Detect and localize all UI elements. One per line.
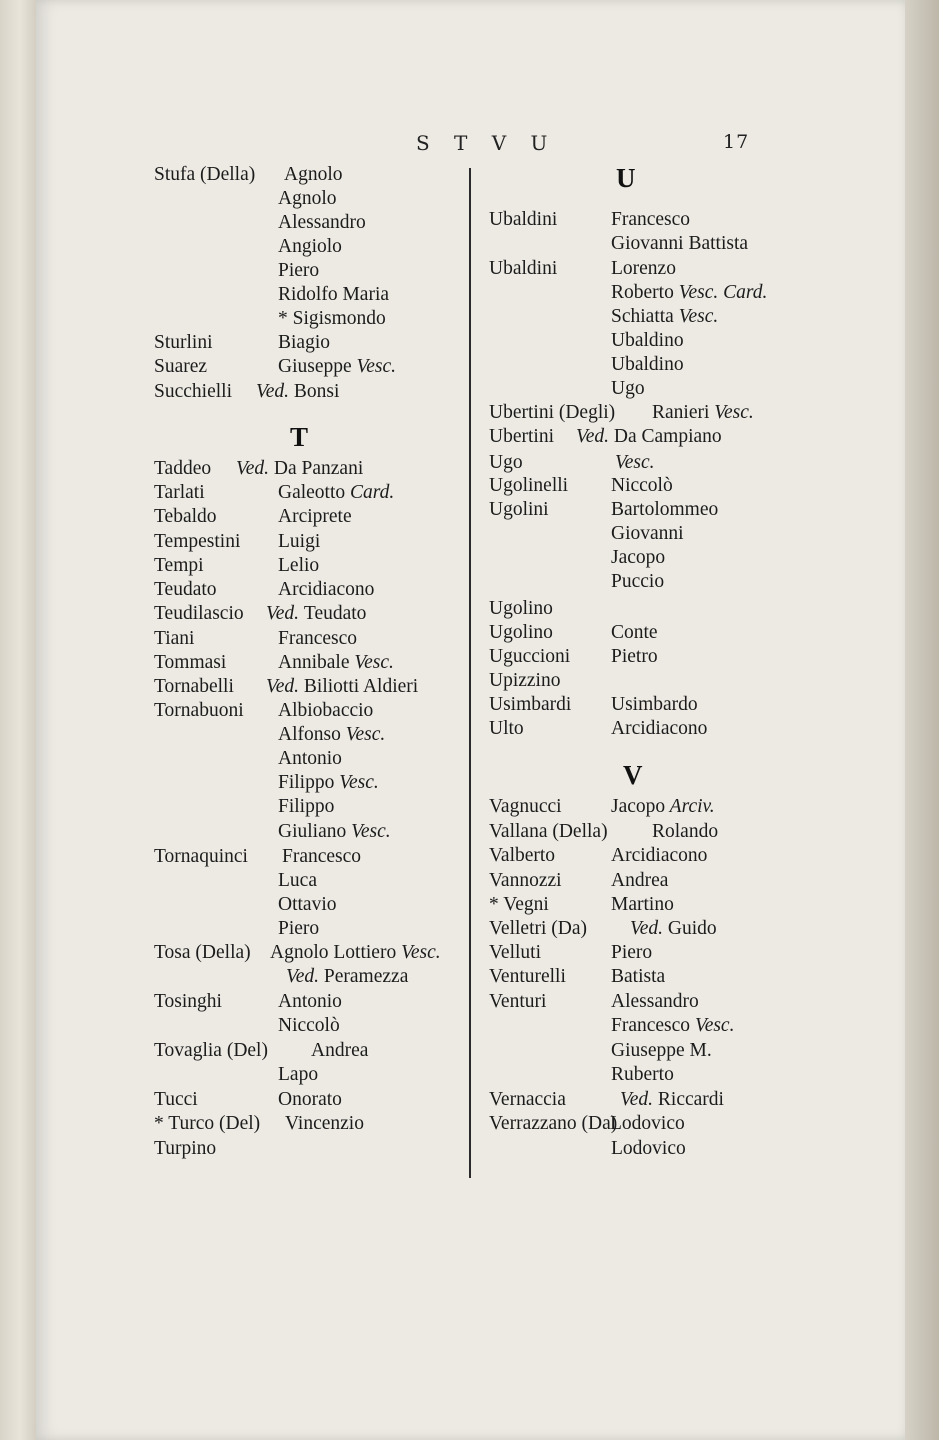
right-name-cell: [652, 401, 754, 425]
right-surname: Ugolino: [489, 622, 553, 643]
left-surname: Tovaglia (Del): [154, 1040, 268, 1061]
left-name-cell: [278, 869, 317, 893]
left-surname: Succhielli: [154, 381, 232, 402]
right-given-name: Ugo: [611, 378, 645, 399]
right-given-name: Lodovico: [610, 1113, 685, 1134]
right-name-cell: [611, 893, 674, 917]
left-surname: Teudato: [154, 579, 217, 600]
right-surname: Ugolino: [489, 598, 553, 619]
left-given-name: Antonio: [278, 748, 342, 769]
right-surname: Vagnucci: [489, 796, 562, 817]
left-surname: * Turco (Del): [154, 1113, 261, 1134]
section-heading-t: T: [290, 422, 309, 452]
left-name-cell: [278, 1063, 318, 1087]
right-title: Arciv.: [665, 796, 715, 817]
left-surname: Tebaldo: [154, 506, 217, 527]
left-name-cell: [278, 307, 386, 331]
right-surname: Venturelli: [489, 966, 566, 987]
right-name-cell: [611, 717, 707, 741]
left-given-name: Luca: [278, 870, 317, 891]
section-heading-u: U: [616, 163, 636, 193]
left-name-cell: [278, 627, 357, 651]
right-given-name: Giuseppe M.: [611, 1040, 712, 1061]
right-name-cell: [611, 305, 718, 329]
left-given-name: Arciprete: [278, 506, 352, 527]
right-given-name: Ranieri: [652, 402, 710, 423]
right-surname: Usimbardi: [489, 694, 572, 715]
right-name-cell: [611, 208, 690, 232]
left-given-name: Agnolo: [284, 164, 343, 185]
left-name-cell: [278, 1088, 342, 1112]
left-given-name: Da Panzani: [273, 458, 364, 479]
right-surname: Vallana (Della): [489, 821, 608, 842]
right-given-name: Giovanni: [611, 523, 684, 544]
right-name-cell: [611, 353, 684, 377]
left-name-cell: [278, 578, 374, 602]
right-given-name: Ubaldino: [611, 354, 684, 375]
right-designation: Ved.: [576, 426, 614, 447]
left-name-cell: [278, 235, 342, 259]
left-given-name: Lelio: [278, 555, 320, 576]
right-given-name: Rolando: [652, 821, 719, 842]
right-surname: Venturi: [489, 991, 547, 1012]
left-name-cell: [285, 1112, 364, 1136]
right-surname: Ulto: [489, 718, 524, 739]
left-name-cell: [270, 941, 441, 965]
right-surname: Verrazzano (Da): [489, 1113, 618, 1134]
left-surname: Sturlini: [154, 332, 213, 353]
left-title: Vesc.: [346, 821, 391, 842]
right-surname: Vernaccia: [489, 1089, 566, 1110]
left-name-cell: [284, 163, 343, 187]
right-name-cell: [611, 965, 665, 989]
left-surname: Tosinghi: [154, 991, 222, 1012]
left-surname: Teudilascio: [154, 603, 244, 624]
right-designation: Ved.: [620, 1089, 658, 1110]
right-name-cell: [630, 917, 717, 941]
running-header: S T V U: [416, 131, 557, 155]
left-name-cell: [278, 771, 379, 795]
left-name-cell: [278, 893, 337, 917]
left-given-name: Galeotto: [278, 482, 346, 503]
right-surname: Ugolini: [489, 499, 549, 520]
right-given-name: Alessandro: [611, 991, 699, 1012]
right-name-cell: [611, 1137, 686, 1161]
right-given-name: Da Campiano: [613, 426, 722, 447]
left-surname: Tornabelli: [154, 676, 234, 697]
right-given-name: Jacopo: [611, 547, 666, 568]
left-surname: Tarlati: [154, 482, 205, 503]
left-given-name: Filippo: [278, 796, 335, 817]
left-name-cell: [278, 331, 330, 355]
right-given-name: Schiatta: [611, 306, 674, 327]
left-given-name: Filippo: [278, 772, 335, 793]
left-name-cell: [236, 457, 363, 481]
page-number: 17: [723, 131, 750, 153]
left-given-name: Albiobaccio: [278, 700, 374, 721]
left-title: Vesc.: [334, 772, 379, 793]
left-name-cell: [278, 211, 366, 235]
right-name-cell: [576, 425, 722, 449]
left-given-name: * Sigismondo: [278, 308, 386, 329]
left-given-name: Giuseppe: [278, 356, 352, 377]
right-name-cell: [611, 570, 664, 594]
column-divider: [469, 168, 471, 1178]
left-given-name: Vincenzio: [285, 1113, 364, 1134]
right-title: Vesc. Card.: [673, 282, 768, 303]
left-given-name: Peramezza: [323, 966, 409, 987]
right-name-cell: [611, 281, 767, 305]
right-given-name: Piero: [611, 942, 653, 963]
right-name-cell: [611, 329, 684, 353]
left-name-cell: [282, 845, 361, 869]
right-name-cell: [611, 844, 707, 868]
page-edge: [905, 0, 939, 1440]
right-given-name: Bartolommeo: [611, 499, 719, 520]
right-given-name: Batista: [611, 966, 666, 987]
right-given-name: Riccardi: [657, 1089, 724, 1110]
right-name-cell: [611, 941, 652, 965]
left-given-name: Ottavio: [278, 894, 337, 915]
right-given-name: Francesco: [611, 209, 691, 230]
left-name-cell: [278, 283, 389, 307]
right-name-cell: [620, 1088, 724, 1112]
right-title: Vesc.: [673, 306, 719, 327]
left-given-name: Angiolo: [278, 236, 342, 257]
right-title: Vesc.: [690, 1015, 735, 1036]
right-title: Vesc.: [709, 402, 754, 423]
left-given-name: Biagio: [278, 332, 330, 353]
left-designation: Ved.: [286, 966, 324, 987]
right-surname: Ubaldini: [489, 258, 558, 279]
left-designation: Ved.: [266, 676, 304, 697]
right-name-cell: [610, 1112, 685, 1136]
right-given-name: Jacopo: [611, 796, 666, 817]
left-surname: Turpino: [154, 1138, 217, 1159]
left-name-cell: [311, 1039, 368, 1063]
left-given-name: Francesco: [282, 846, 362, 867]
right-given-name: Giovanni Battista: [611, 233, 749, 254]
right-surname: Velletri (Da): [489, 918, 587, 939]
left-name-cell: [256, 380, 339, 404]
left-name-cell: [286, 965, 408, 989]
left-surname: Tiani: [154, 628, 195, 649]
right-given-name: Puccio: [611, 571, 665, 592]
right-surname: Ubertini (Degli): [489, 402, 616, 423]
left-surname: Tornabuoni: [154, 700, 244, 721]
right-given-name: Francesco: [611, 1015, 691, 1036]
right-surname: Ugo: [489, 452, 523, 473]
left-surname: Tommasi: [154, 652, 227, 673]
left-title: Vesc.: [349, 652, 394, 673]
left-given-name: Piero: [278, 918, 320, 939]
left-given-name: Lapo: [278, 1064, 319, 1085]
right-given-name: Arcidiacono: [611, 845, 708, 866]
left-name-cell: [278, 505, 352, 529]
left-given-name: Andrea: [311, 1040, 369, 1061]
left-name-cell: [278, 355, 396, 379]
right-surname: Upizzino: [489, 670, 561, 691]
left-surname: Tempestini: [154, 531, 241, 552]
left-given-name: Giuliano: [278, 821, 347, 842]
right-given-name: Conte: [611, 622, 658, 643]
left-name-cell: [278, 820, 391, 844]
left-name-cell: [278, 187, 337, 211]
right-title: Vesc.: [615, 452, 655, 473]
right-surname: * Vegni: [489, 894, 549, 915]
left-name-cell: [278, 530, 320, 554]
left-given-name: Teudato: [303, 603, 367, 624]
left-name-cell: [278, 990, 342, 1014]
right-given-name: Guido: [667, 918, 717, 939]
right-given-name: Roberto: [611, 282, 674, 303]
left-title: Vesc.: [351, 356, 397, 377]
right-surname: Uguccioni: [489, 646, 571, 667]
left-given-name: Bonsi: [293, 381, 340, 402]
right-name-cell: [611, 795, 715, 819]
left-name-cell: [266, 675, 418, 699]
left-title: Vesc.: [396, 942, 441, 963]
right-surname: Ubertini: [489, 426, 554, 447]
right-name-cell: [611, 377, 645, 401]
left-name-cell: [278, 1014, 340, 1038]
right-surname: Valberto: [489, 845, 556, 866]
left-given-name: Antonio: [278, 991, 342, 1012]
left-designation: Ved.: [266, 603, 304, 624]
section-heading-v: V: [623, 760, 643, 790]
left-given-name: Piero: [278, 260, 320, 281]
right-name-cell: [611, 621, 658, 645]
left-surname: Taddeo: [154, 458, 212, 479]
left-name-cell: [278, 795, 334, 819]
right-designation: Ved.: [630, 918, 668, 939]
left-name-cell: [278, 917, 319, 941]
right-given-name: Lodovico: [611, 1138, 686, 1159]
right-given-name: Ruberto: [611, 1064, 674, 1085]
right-name-cell: [615, 451, 655, 475]
right-name-cell: [611, 498, 718, 522]
left-given-name: Arcidiacono: [278, 579, 375, 600]
left-name-cell: [266, 602, 366, 626]
right-name-cell: [611, 522, 684, 546]
right-name-cell: [611, 990, 699, 1014]
right-given-name: Martino: [611, 894, 674, 915]
left-given-name: Ridolfo Maria: [278, 284, 390, 305]
right-given-name: Lorenzo: [611, 258, 676, 279]
left-surname: Tornaquinci: [154, 846, 248, 867]
left-name-cell: [278, 723, 385, 747]
right-given-name: Andrea: [611, 870, 669, 891]
left-designation: Ved.: [236, 458, 274, 479]
right-surname: Ugolinelli: [489, 475, 569, 496]
binding-spine: [0, 0, 40, 1440]
left-given-name: Biliotti Aldieri: [303, 676, 419, 697]
left-given-name: Luigi: [278, 531, 321, 552]
left-name-cell: [278, 699, 373, 723]
left-name-cell: [278, 259, 319, 283]
right-given-name: Niccolò: [611, 475, 673, 496]
right-name-cell: [611, 693, 698, 717]
left-name-cell: [278, 554, 319, 578]
left-given-name: Alfonso: [278, 724, 341, 745]
right-name-cell: [611, 1063, 674, 1087]
left-surname: Tucci: [154, 1089, 198, 1110]
left-surname: Tempi: [154, 555, 204, 576]
right-name-cell: [611, 645, 658, 669]
left-given-name: Agnolo Lottiero: [270, 942, 397, 963]
left-surname: Tosa (Della): [154, 942, 251, 963]
right-name-cell: [611, 546, 665, 570]
left-given-name: Annibale: [278, 652, 350, 673]
right-name-cell: [611, 1014, 734, 1038]
left-given-name: Alessandro: [278, 212, 366, 233]
right-name-cell: [652, 820, 718, 844]
right-given-name: Arcidiacono: [611, 718, 708, 739]
right-name-cell: [611, 257, 676, 281]
left-designation: Ved.: [256, 381, 294, 402]
right-name-cell: [611, 1039, 712, 1063]
left-title: Vesc.: [340, 724, 386, 745]
right-surname: Ubaldini: [489, 209, 558, 230]
left-title: Card.: [345, 482, 395, 503]
right-name-cell: [611, 474, 673, 498]
right-given-name: Pietro: [611, 646, 658, 667]
right-given-name: Usimbardo: [611, 694, 698, 715]
right-surname: Vannozzi: [489, 870, 562, 891]
left-name-cell: [278, 747, 342, 771]
left-given-name: Niccolò: [278, 1015, 340, 1036]
left-given-name: Onorato: [278, 1089, 342, 1110]
right-surname: Velluti: [489, 942, 541, 963]
right-name-cell: [611, 232, 748, 256]
left-surname: Stufa (Della): [154, 164, 256, 185]
left-name-cell: [278, 481, 394, 505]
left-given-name: Agnolo: [278, 188, 337, 209]
right-given-name: Ubaldino: [611, 330, 684, 351]
right-name-cell: [611, 869, 668, 893]
left-given-name: Francesco: [278, 628, 358, 649]
left-name-cell: [278, 651, 394, 675]
left-surname: Suarez: [154, 356, 208, 377]
